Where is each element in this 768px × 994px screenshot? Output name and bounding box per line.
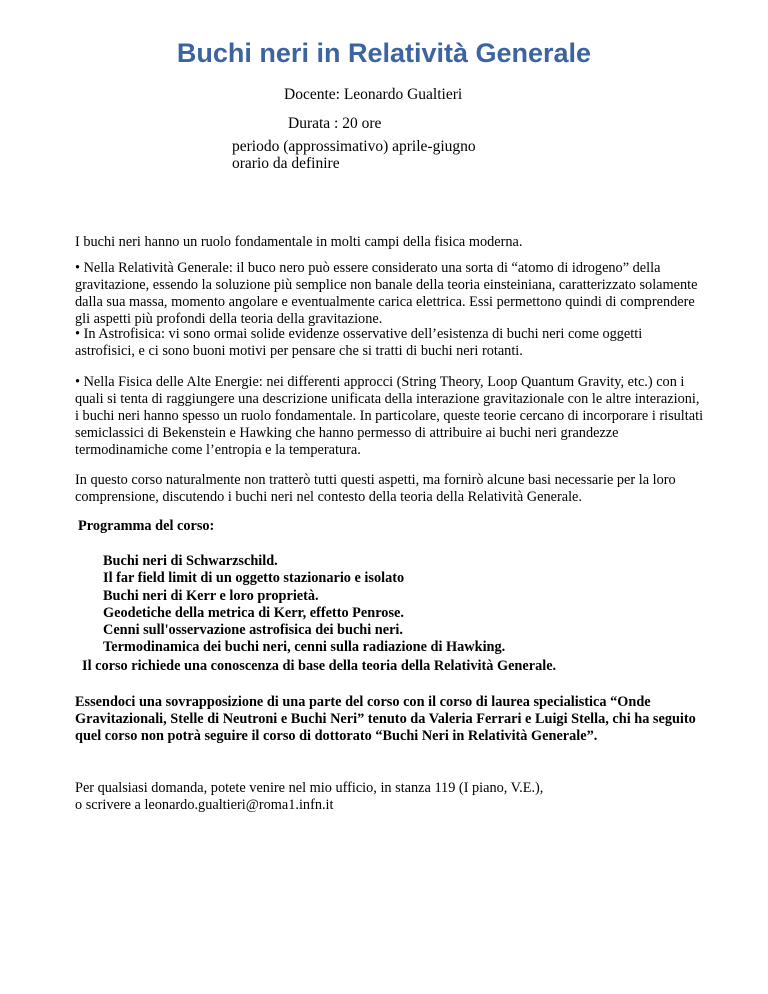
schedule-line: orario da definire [232,155,340,172]
prerequisite-note: Il corso richiede una conoscenza di base della teoria della Relatività Generale. [82,658,557,674]
duration-line: Durata : 20 ore [288,115,382,132]
program-list [103,553,703,657]
paragraph-text: • Nella Fisica delle Alte Energie: nei differenti approcci (String Theory, Loop Quantum Gravity, etc.) con i quali si tenta di raggiungere una descrizione unificata della interazione gravitazionale con le altre interazioni, i buchi neri hanno spesso un ruolo fondamentale. In particolare, queste teorie cercano di incorporare i risultati semiclassici di Bekenstein e Hawking che hanno permesso di attribuire ai buchi neri grandezze termodinamiche come l’entropia e la temperatura. [75,374,704,458]
page-title: Buchi neri in Relatività Generale [176,38,592,68]
paragraph-astrophysics [75,326,705,360]
paragraph-general-relativity [75,260,705,328]
paragraph-course-scope [75,472,705,506]
program-item: Buchi neri di Kerr e loro proprietà. [103,587,319,604]
program-item: Buchi neri di Schwarzschild. [103,553,278,569]
intro-text: I buchi neri hanno un ruolo fondamentale in molti campi della fisica moderna. [75,234,523,250]
contact-email-line: o scrivere a leonardo.gualtieri@roma1.infn.it [75,797,334,813]
program-item: Il far field limit di un oggetto stazionario e isolato [103,570,405,587]
teacher-line: Docente: Leonardo Gualtieri [284,86,463,103]
program-item: Termodinamica dei buchi neri, cenni sulla radiazione di Hawking. [103,639,506,656]
period-line: periodo (approssimativo) aprile-giugno [232,138,476,155]
overlap-note: Essendoci una sovrapposizione di una parte del corso con il corso di laurea specialistica “Onde Gravitazionali, Stelle di Neutroni e Buchi Neri” tenuto da Valeria Ferrari e Luigi Stella, chi ha seguito quel corso non potrà seguire il corso di dottorato “Buchi Neri in Relatività Generale”. [75,694,696,744]
program-heading: Programma del corso: [78,518,215,534]
program-item: Geodetiche della metrica di Kerr, effetto Penrose. [103,604,404,621]
contact-line: Per qualsiasi domanda, potete venire nel mio ufficio, in stanza 119 (I piano, V.E.), [75,780,544,796]
paragraph-text: In questo corso naturalmente non tratterò tutti questi aspetti, ma fornirò alcune basi necessarie per la loro comprensione, discutendo i buchi neri nel contesto della teoria della Relatività Generale. [75,472,676,505]
paragraph-text: • In Astrofisica: vi sono ormai solide evidenze osservative dell’esistenza di buchi neri come oggetti astrofisici, e ci sono buoni motivi per pensare che si tratti di buchi neri rotanti. [75,326,643,359]
contact-info [75,780,705,814]
program-item: Cenni sull'osservazione astrofisica dei buchi neri. [103,622,403,639]
paragraph-text: • Nella Relatività Generale: il buco nero può essere considerato una sorta di “atomo di idrogeno” della gravitazione, essendo la soluzione più semplice non banale della teoria einsteiniana, caratterizzato solamente dalla sua massa, momento angolare e eventualmente carica elettrica. Essi permettono quindi di comprendere gli aspetti più profondi della teoria della gravitazione. [75,260,698,327]
paragraph-high-energy [75,374,705,459]
intro-paragraph [75,234,705,251]
